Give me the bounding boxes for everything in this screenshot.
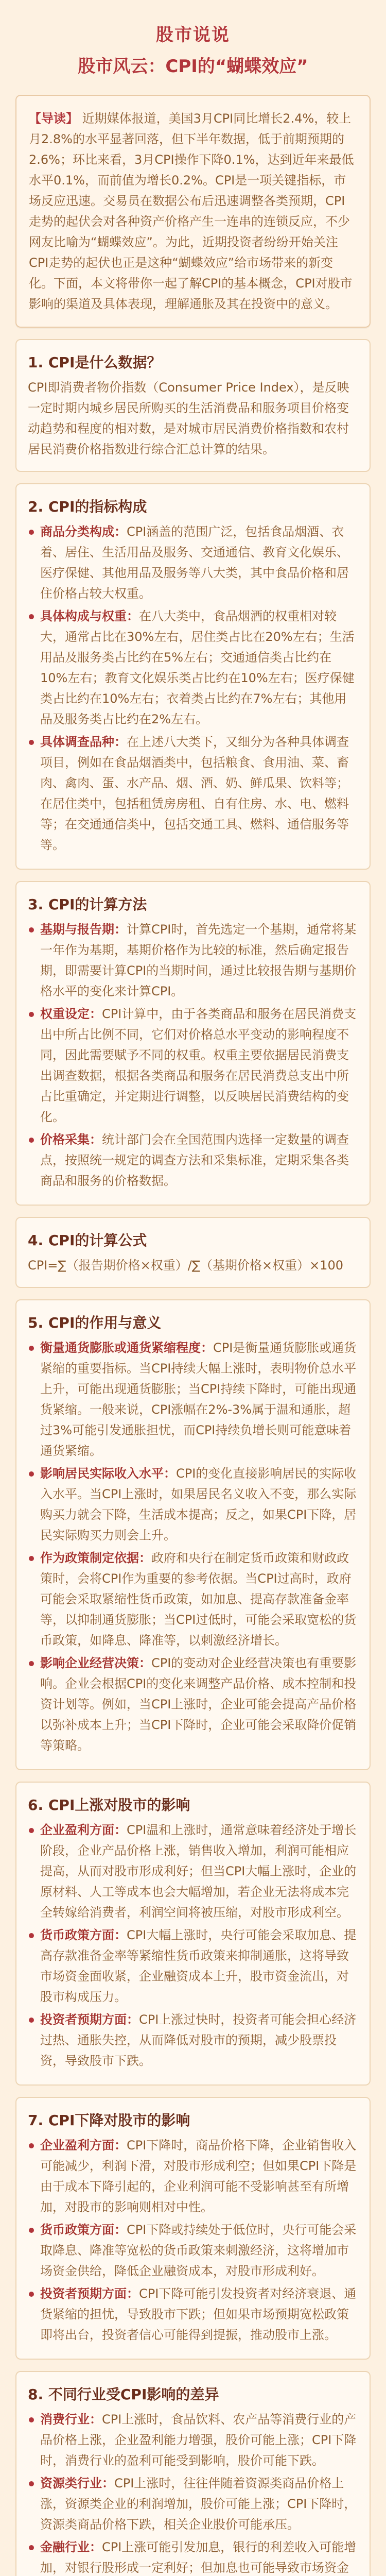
bullet-label: 基期与报告期：: [40, 922, 127, 937]
section-card: [15, 2097, 371, 2360]
bullet-text: CPI的变动对企业经营决策也有重要影响。企业会根据CPI的变化来调整产品价格、成本控制和投资计划等。例如，当CPI上涨时，企业可能会提高产品价格以弥补成本上升；当CPI下降时，企业可能会采取降价促销等策略。: [40, 1656, 357, 1753]
bullet-item: [28, 2135, 358, 2217]
bullet-text: CPI下降可能引发投资者对经济衰退、通货紧缩的担忧，导致股市下跌；但如果市场预期宽松政策即将出台，投资者信心可能得到提振，推动股市上涨。: [40, 2286, 357, 2342]
formula-text: CPI=∑（报告期价格×权重）/∑（基期价格×权重）×100: [28, 1258, 343, 1273]
bullet-label: 衡量通货膨胀或通货紧缩程度：: [40, 1341, 213, 1355]
section-heading: 1. CPI是什么数据？: [28, 354, 162, 371]
section-card: [15, 1299, 371, 1770]
bullet-item: [28, 1337, 358, 1461]
bullet-label: 消费行业：: [40, 2412, 102, 2427]
intro-text: 近期媒体报道，美国3月CPI同比增长2.4%，较上月2.8%的水平显著回落，但下半年数据，低于前期预期的2.6%；环比来看，3月CPI操作下降0.1%，达到近年来最低水平0.1%，而前值为增长0.2%。CPI是一项关键指标，市场反应迅速。交易员在数据公布后迅速调整各类预期，CPI走势的起伏会对各种资产价格产生一连串的连锁反应，不少网友比喻为“蝴蝶效应”。为此，近期投资者纷纷开始关注CPI走势的起伏也正是这种“蝴蝶效应”给市场带来的新变化。下面，本文将带你一起了解CPI的基本概念，CPI对股市影响的渠道及具体表现，理解通胀及其在投资中的意义。: [29, 111, 354, 311]
bullet-text: 统计部门会在全国范围内选择一定数量的调查点，按照统一规定的调查方法和采集标准，定期采集各类商品和服务的价格数据。: [40, 1132, 349, 1188]
bullet-label: 金融行业：: [40, 2540, 102, 2554]
bullet-item: [28, 732, 358, 855]
bullet-text: CPI大幅上涨时，央行可能会采取加息、提高存款准备金率等紧缩性货币政策来抑制通胀，这将导致市场资金面收紧，企业融资成本上升，股市资金流出，对股市构成压力。: [40, 1928, 357, 2004]
section-heading: 8. 不同行业受CPI影响的差异: [28, 2386, 219, 2403]
bullet-item: [28, 1820, 358, 1923]
section-heading: 6. CPI上涨对股市的影响: [28, 1797, 190, 1814]
bullet-text: CPI下降或持续处于低位时，央行可能会采取降息、降准等宽松的货币政策来刺激经济，这将增加市场资金供给，降低企业融资成本，对股市形成利好。: [40, 2223, 357, 2278]
bullet-label: 作为政策制定依据：: [40, 1551, 151, 1565]
section-card: [15, 2371, 371, 2576]
bullet-label: 商品分类构成：: [40, 524, 127, 539]
bullet-item: [28, 2009, 358, 2071]
section-card: [15, 881, 371, 1206]
bullet-text: 计算CPI时，首先选定一个基期，通常将某一年作为基期，基期价格作为比较的标准，然后确定报告期，即需要计算CPI的当期时间，通过比较报告期与基期价格水平的变化来计算CPI。: [40, 922, 357, 998]
bullet-item: [28, 521, 358, 604]
header: [15, 21, 371, 77]
bullet-item: [28, 606, 358, 730]
bullet-item: [28, 1925, 358, 2007]
bullet-item: [28, 1129, 358, 1191]
bullet-text: 在上述八大类下，又细分为各种具体调查项目，例如在食品烟酒类中，包括粮食、食用油、菜、畜肉、禽肉、蛋、水产品、烟、酒、奶、鲜瓜果、饮料等；在居住类中，包括租赁房房租、自有住房、水、电、燃料等；在交通通信类中，包括交通工具、燃料、通信服务等等。: [40, 735, 349, 852]
bullet-label: 投资者预期方面：: [40, 2012, 139, 2027]
section-heading: 7. CPI下降对股市的影响: [28, 2112, 190, 2129]
bullet-label: 价格采集：: [40, 1132, 102, 1147]
bullet-label: 货币政策方面：: [40, 1928, 127, 1942]
bullet-text: CPI上涨时，食品饮料、农产品等消费行业的产品价格上涨，企业盈利能力增强，股价可能上涨；CPI下降时，消费行业的盈利可能受到影响，股价可能下跌。: [40, 2412, 357, 2468]
bullet-list: [28, 1337, 358, 1756]
bullet-list: [28, 2409, 358, 2576]
sections: [15, 339, 371, 2576]
intro-lead: 【导读】: [29, 111, 78, 126]
bullet-label: 具体调查品种：: [40, 735, 127, 749]
bullet-label: 投资者预期方面：: [40, 2286, 139, 2301]
series-title: 股市说说: [156, 25, 230, 45]
section-card: [15, 1782, 371, 2086]
bullet-text: CPI下降时，商品价格下降，企业销售收入可能减少，利润下滑，对股市形成利空；但如果CPI下降是由于成本下降引起的，企业利润可能不受影响甚至有所增加，对股市的影响则相对中性。: [40, 2138, 357, 2214]
section-paragraph: CPI即消费者物价指数（Consumer Price Index），是反映一定时期内城乡居民所购买的生活消费品和服务项目价格变动趋势和程度的相对数，是对城市居民消费价格指数和农村居民消费价格指数进行综合汇总计算的结果。: [28, 380, 349, 456]
bullet-label: 企业盈利方面：: [40, 2138, 127, 2153]
section-heading: 2. CPI的指标构成: [28, 498, 147, 515]
intro-card: [15, 95, 371, 328]
page-title: 股市风云：CPI的“蝴蝶效应”: [78, 56, 308, 77]
bullet-label: 影响企业经营决策：: [40, 1656, 151, 1670]
bullet-item: [28, 1548, 358, 1651]
section-card: [15, 1217, 371, 1288]
bullet-list: [28, 1820, 358, 2071]
bullet-label: 企业盈利方面：: [40, 1823, 127, 1837]
bullet-label: 具体构成与权重：: [40, 609, 139, 623]
bullet-text: 政府和央行在制定货币政策和财政政策时，会将CPI作为重要的参考依据。当CPI过高时，政府可能会采取紧缩性货币政策，如加息、提高存款准备金率等，以抑制通货膨胀；当CPI过低时，可能会采取宽松的货币政策，如降息、降准等，以刺激经济增长。: [40, 1551, 357, 1648]
bullet-list: [28, 919, 358, 1191]
bullet-text: CPI计算中，由于各类商品和服务在居民消费支出中所占比例不同，它们对价格总水平变动的影响程度不同，因此需要赋予不同的权重。权重主要依据居民消费支出调查数据，根据各类商品和服务在居民消费总支出中所占比重确定，并定期进行调整，以反映居民消费结构的变化。: [40, 1007, 357, 1124]
bullet-text: CPI温和上涨时，通常意味着经济处于增长阶段，企业产品价格上涨，销售收入增加，利润可能相应提高，从而对股市形成利好；但当CPI大幅上涨时，企业的原材料、人工等成本也会大幅增加，若企业无法将成本完全转嫁给消费者，利润空间将被压缩，对股市形成利空。: [40, 1823, 357, 1920]
bullet-item: [28, 2537, 358, 2576]
section-heading: 5. CPI的作用与意义: [28, 1314, 162, 1331]
bullet-text: 在八大类中，食品烟酒的权重相对较大，通常占比在30%左右，居住类占比在20%左右；生活用品及服务类占比约在5%左右；交通通信类占比约在10%左右；教育文化娱乐类占比约在10%左右；医疗保健类占比约在10%左右；衣着类占比约在7%左右；其他用品及服务类占比约在2%左右。: [40, 609, 355, 726]
bullet-item: [28, 1004, 358, 1127]
bullet-item: [28, 919, 358, 1002]
section-heading: 4. CPI的计算公式: [28, 1232, 147, 1249]
bullet-label: 资源类行业：: [40, 2476, 114, 2490]
bullet-item: [28, 2283, 358, 2345]
bullet-text: CPI上涨时，往往伴随着资源类商品价格上涨，资源类企业的利润增加，股价可能上涨；CPI下降时，资源类商品价格下跌，相关企业股价可能承压。: [40, 2476, 357, 2532]
section-card: [15, 483, 371, 870]
bullet-list: [28, 521, 358, 855]
bullet-item: [28, 2219, 358, 2281]
bullet-text: CPI的变化直接影响居民的实际收入水平。当CPI上涨时，如果居民名义收入不变，那么实际购买力就会下降，生活成本提高；反之，如果CPI下降，居民实际购买力则会上升。: [40, 1466, 357, 1543]
bullet-label: 影响居民实际收入水平：: [40, 1466, 176, 1481]
bullet-item: [28, 2473, 358, 2535]
bullet-item: [28, 1653, 358, 1756]
bullet-text: CPI上涨过快时，投资者可能会担心经济过热、通胀失控，从而降低对股市的预期，减少股票投资，导致股市下跌。: [40, 2012, 357, 2068]
bullet-label: 货币政策方面：: [40, 2223, 127, 2237]
bullet-item: [28, 2409, 358, 2471]
bullet-text: CPI是衡量通货膨胀或通货紧缩的重要指标。当CPI持续大幅上涨时，表明物价总水平上升，可能出现通货膨胀；当CPI持续下降时，可能出现通货紧缩。一般来说，CPI涨幅在2%-3%属于温和通胀，超过3%可能引发通胀担忧，而CPI持续负增长则可能意味着通货紧缩。: [40, 1341, 357, 1458]
section-card: [15, 339, 371, 472]
section-heading: 3. CPI的计算方法: [28, 896, 147, 913]
bullet-list: [28, 2135, 358, 2345]
bullet-text: CPI涵盖的范围广泛，包括食品烟酒、衣着、居住、生活用品及服务、交通通信、教育文化娱乐、医疗保健、其他用品及服务等八大类，其中食品价格和居住价格占较大权重。: [40, 524, 349, 601]
bullet-text: CPI上涨可能引发加息，银行的利差收入可能增加，对银行股形成一定利好；但加息也可能导致市场资金: [40, 2540, 357, 2575]
bullet-item: [28, 1463, 358, 1546]
bullet-label: 权重设定：: [40, 1007, 102, 1021]
